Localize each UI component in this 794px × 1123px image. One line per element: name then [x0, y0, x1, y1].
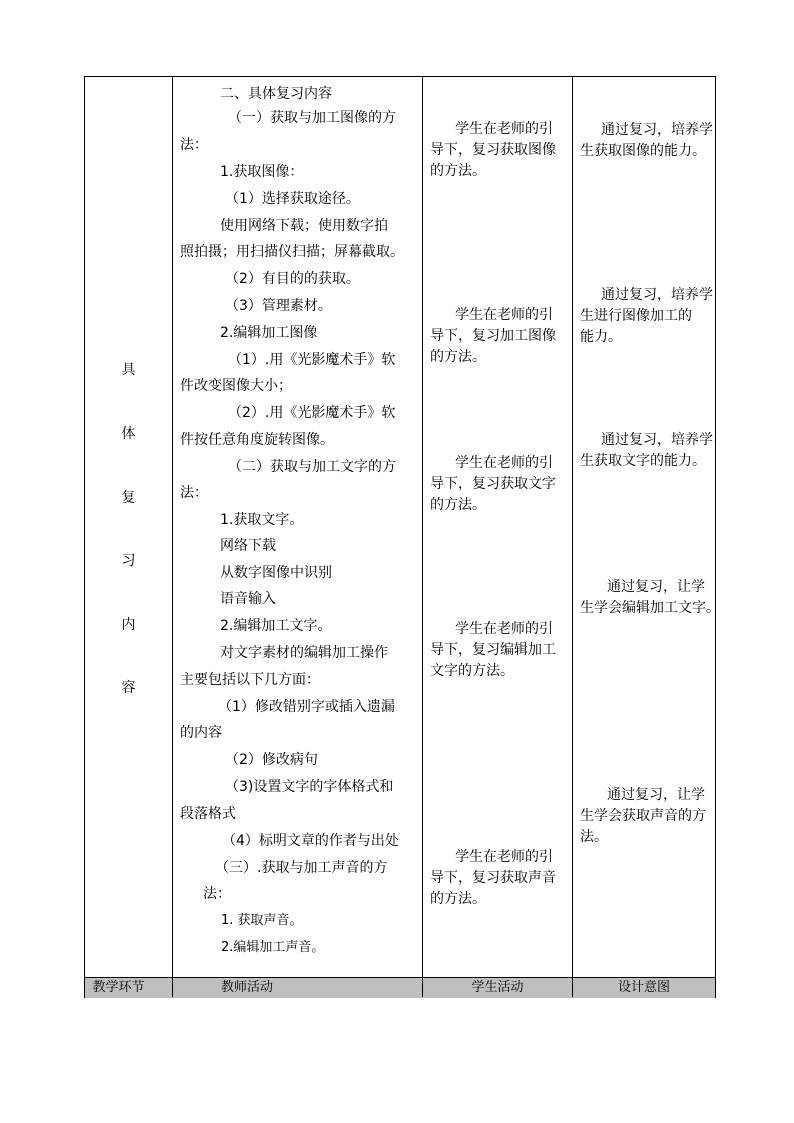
design-line: 生获取文字的能力。 — [580, 453, 706, 469]
teacher-line: 的内容 — [180, 725, 222, 741]
teacher-line: 照拍摄；用扫描仪扫描；屏幕截取。 — [180, 244, 404, 260]
teacher-line: 1.获取图像： — [220, 164, 304, 180]
design-line: 通过复习，培养学 — [601, 432, 713, 448]
teacher-line: 2.编辑加工文字。 — [220, 618, 332, 634]
section-label-char: 复 — [121, 490, 136, 506]
teacher-line: （3）管理素材。 — [225, 298, 332, 314]
teacher-line: 法： — [203, 886, 231, 902]
teacher-line: 语音输入 — [220, 591, 276, 607]
teacher-line: （2）有目的的获取。 — [225, 271, 360, 287]
footer-label-design: 设计意图 — [617, 980, 670, 995]
teacher-line: 2.编辑加工声音。 — [221, 940, 325, 955]
teacher-line: （二）获取与加工文字的方 — [228, 459, 396, 475]
student-line: 导下，复习获取声音 — [430, 870, 556, 886]
student-line: 学生在老师的引 — [455, 621, 553, 637]
student-line: 导下，复习获取图像 — [430, 142, 556, 158]
teacher-line: 对文字素材的编辑加工操作 — [220, 645, 388, 661]
design-line: 生获取图像的能力。 — [580, 143, 706, 159]
design-line: 生进行图像加工的 — [580, 308, 692, 324]
design-line: 法。 — [580, 829, 608, 845]
student-line: 的方法。 — [430, 349, 486, 365]
student-line: 文字的方法。 — [430, 663, 514, 679]
student-line: 导下，复习加工图像 — [430, 328, 556, 344]
column-divider — [172, 77, 173, 997]
teacher-line: 件改变图像大小； — [180, 378, 292, 394]
teacher-line: 件按任意角度旋转图像。 — [180, 432, 334, 448]
teacher-line: （2）修改病句 — [225, 752, 318, 768]
student-line: 导下，复习编辑加工 — [430, 642, 556, 658]
student-line: 的方法。 — [430, 497, 486, 513]
teacher-line: （3)设置文字的字体格式和 — [225, 779, 394, 795]
design-line: 通过复习，培养学 — [601, 122, 713, 138]
teacher-line: （1）选择获取途径。 — [225, 191, 360, 207]
section-label-char: 具 — [121, 362, 136, 378]
teacher-line: 法： — [180, 137, 208, 153]
teacher-line: （2）.用《光影魔术手》软 — [228, 405, 396, 421]
lesson-table — [84, 76, 720, 998]
student-line: 学生在老师的引 — [455, 849, 553, 865]
design-line: 生学会编辑加工文字。 — [580, 600, 720, 616]
footer-label-student: 学生活动 — [471, 980, 524, 995]
section-label-char: 容 — [121, 680, 136, 696]
student-line: 的方法。 — [430, 163, 486, 179]
section-label-cell — [85, 77, 172, 977]
teacher-line: 主要包括以下几方面： — [180, 672, 320, 688]
design-line: 通过复习，培养学 — [601, 287, 713, 303]
teacher-line: 段落格式 — [180, 806, 236, 822]
student-line: 的方法。 — [430, 891, 486, 907]
teacher-line: 从数字图像中识别 — [220, 565, 332, 581]
design-line: 通过复习，让学 — [607, 787, 705, 803]
teacher-line: 使用网络下载；使用数字拍 — [220, 218, 388, 234]
student-line: 学生在老师的引 — [455, 121, 553, 137]
teacher-line: 二、具体复习内容 — [220, 86, 332, 102]
teacher-line: （一）获取与加工图像的方 — [228, 110, 396, 126]
teacher-line: （三）.获取与加工声音的方 — [215, 860, 388, 876]
design-line: 生学会获取声音的方 — [580, 808, 706, 824]
footer-label-teacher: 教师活动 — [220, 980, 273, 995]
teacher-line: （1）修改错别字或插入遗漏 — [218, 699, 395, 715]
section-label-char: 内 — [121, 617, 136, 633]
footer-label-stage: 教学环节 — [92, 980, 145, 995]
teacher-line: 2.编辑加工图像 — [220, 325, 318, 341]
design-line: 能力。 — [580, 329, 622, 345]
teacher-line: （1）.用《光影魔术手》软 — [228, 352, 396, 368]
student-line: 导下，复习获取文字 — [430, 476, 556, 492]
teacher-line: 1. 获取声音。 — [221, 913, 303, 928]
student-line: 学生在老师的引 — [455, 307, 553, 323]
section-label-char: 体 — [121, 426, 136, 442]
design-line: 通过复习，让学 — [607, 579, 705, 595]
teacher-line: 法： — [180, 485, 208, 501]
teacher-line: 网络下载 — [220, 538, 276, 554]
column-divider — [572, 77, 573, 997]
student-line: 学生在老师的引 — [455, 455, 553, 471]
teacher-line: （4）标明文章的作者与出处 — [222, 833, 399, 849]
teacher-line: 1.获取文字。 — [220, 512, 304, 528]
column-divider — [422, 77, 423, 997]
section-label-char: 习 — [121, 553, 136, 569]
